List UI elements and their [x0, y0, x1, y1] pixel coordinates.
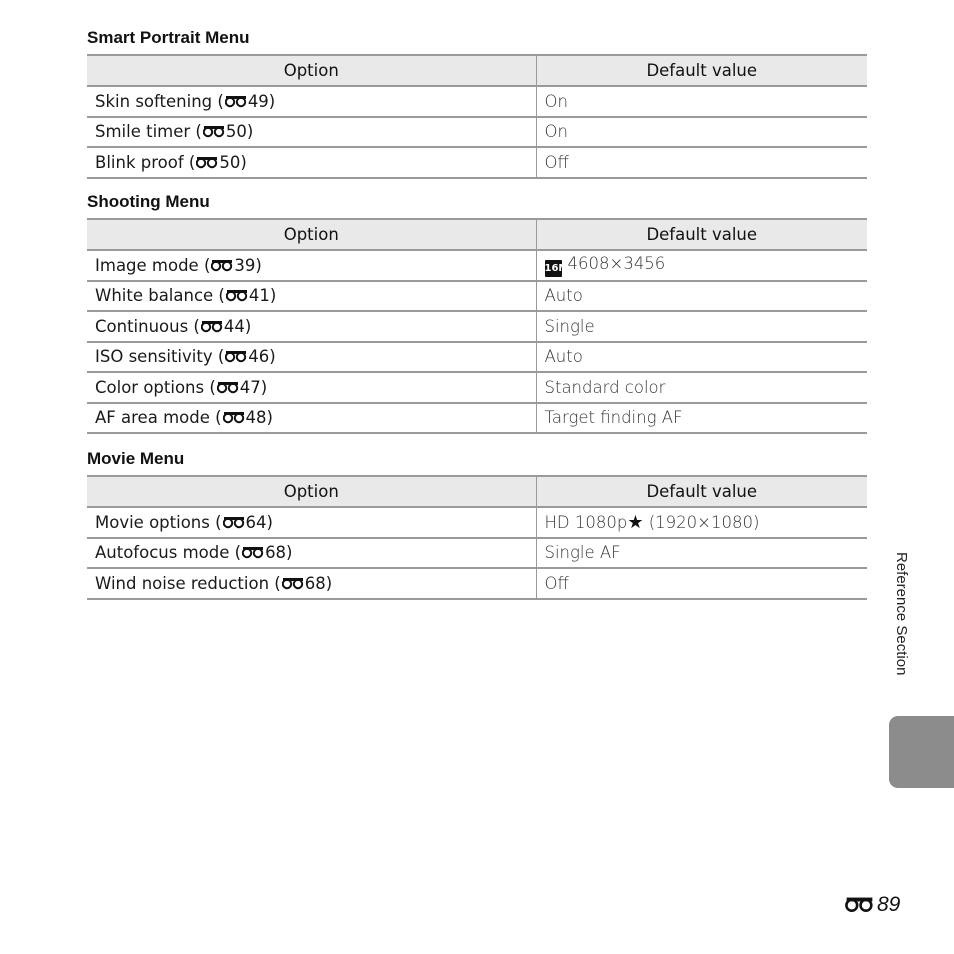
table-row	[87, 507, 867, 538]
default-value-text: 4608×3456	[567, 253, 666, 273]
table-row	[87, 403, 867, 434]
binocular-reference-icon	[201, 319, 223, 333]
default-value-text: HD 1080p	[544, 512, 628, 532]
option-label: Skin softening (	[95, 91, 224, 111]
column-header-default-value: Default value	[536, 219, 867, 250]
option-cell	[87, 538, 536, 569]
smart-portrait-table	[87, 54, 867, 179]
binocular-reference-icon	[223, 410, 245, 424]
table-row	[87, 117, 867, 148]
column-header-option: Option	[87, 55, 536, 86]
option-label: Blink proof (	[95, 152, 196, 172]
column-header-option: Option	[87, 476, 536, 507]
page-ref: 64)	[245, 512, 273, 532]
page-ref: 46)	[248, 347, 276, 367]
option-cell	[87, 507, 536, 538]
section-tab	[889, 716, 954, 788]
table-row	[87, 538, 867, 569]
option-label: Continuous (	[95, 316, 200, 336]
column-header-default-value: Default value	[536, 55, 867, 86]
option-cell	[87, 117, 536, 148]
table-row	[87, 281, 867, 312]
page-ref: 44)	[223, 316, 252, 336]
default-value: Standard color	[536, 372, 867, 403]
option-cell	[87, 311, 536, 342]
option-label: Wind noise reduction (	[95, 573, 281, 593]
section-title-shooting: Shooting Menu	[87, 192, 210, 211]
page-ref: 50)	[219, 152, 247, 172]
page-number	[842, 893, 900, 917]
binocular-reference-icon	[211, 258, 233, 272]
page-ref: 48)	[245, 408, 273, 428]
option-label: Autofocus mode (	[95, 543, 242, 563]
option-label: Movie options (	[95, 512, 222, 532]
table-row	[87, 372, 867, 403]
shooting-menu-table	[87, 218, 867, 434]
binocular-reference-icon	[217, 380, 239, 394]
option-label: ISO sensitivity (	[95, 347, 225, 367]
column-header-default-value: Default value	[536, 476, 867, 507]
table-row	[87, 250, 867, 281]
default-value: Target finding AF	[536, 403, 867, 434]
option-cell	[87, 372, 536, 403]
option-label: Smile timer (	[95, 122, 202, 142]
option-cell	[87, 342, 536, 373]
page-number-value: 89	[877, 893, 901, 916]
binocular-reference-icon	[225, 349, 247, 363]
default-value: Single	[536, 311, 867, 342]
movie-menu-table	[87, 475, 867, 600]
default-value-resolution: (1920×1080)	[643, 512, 760, 532]
binocular-reference-icon	[843, 895, 876, 913]
option-cell	[87, 86, 536, 117]
page-ref: 68)	[304, 573, 333, 593]
option-cell	[87, 403, 536, 434]
option-cell	[87, 568, 536, 599]
page-ref: 47)	[239, 377, 268, 397]
page-ref: 50)	[225, 122, 254, 142]
binocular-reference-icon	[242, 545, 264, 559]
option-cell	[87, 281, 536, 312]
table-row	[87, 568, 867, 599]
option-label: Color options (	[95, 377, 216, 397]
page-ref: 68)	[265, 543, 293, 563]
default-value: Off	[536, 568, 867, 599]
table-row	[87, 311, 867, 342]
default-value: Auto	[536, 281, 867, 312]
table-row	[87, 342, 867, 373]
option-label: AF area mode (	[95, 408, 222, 428]
option-cell	[87, 250, 536, 281]
page-ref: 41)	[248, 286, 277, 306]
binocular-reference-icon	[225, 94, 247, 108]
star-icon: ★	[627, 511, 644, 533]
default-value: Off	[536, 147, 867, 178]
page-ref: 39)	[234, 255, 262, 275]
default-value: On	[536, 117, 867, 148]
binocular-reference-icon	[203, 124, 225, 138]
binocular-reference-icon	[196, 155, 218, 169]
default-value: On	[536, 86, 867, 117]
binocular-reference-icon	[223, 515, 245, 529]
binocular-reference-icon	[226, 288, 248, 302]
side-section-label: Reference Section	[893, 552, 910, 676]
column-header-option: Option	[87, 219, 536, 250]
default-value	[536, 250, 867, 281]
table-row	[87, 147, 867, 178]
page-ref: 49)	[247, 91, 276, 111]
table-row	[87, 86, 867, 117]
default-value: Single AF	[536, 538, 867, 569]
section-title-movie: Movie Menu	[87, 449, 185, 468]
default-value	[536, 507, 867, 538]
section-title-smart-portrait: Smart Portrait Menu	[87, 28, 250, 47]
16m-image-size-icon: 16M	[545, 260, 562, 277]
option-cell	[87, 147, 536, 178]
default-value: Auto	[536, 342, 867, 373]
option-label: Image mode (	[95, 255, 211, 275]
option-label: White balance (	[95, 286, 225, 306]
binocular-reference-icon	[282, 576, 304, 590]
